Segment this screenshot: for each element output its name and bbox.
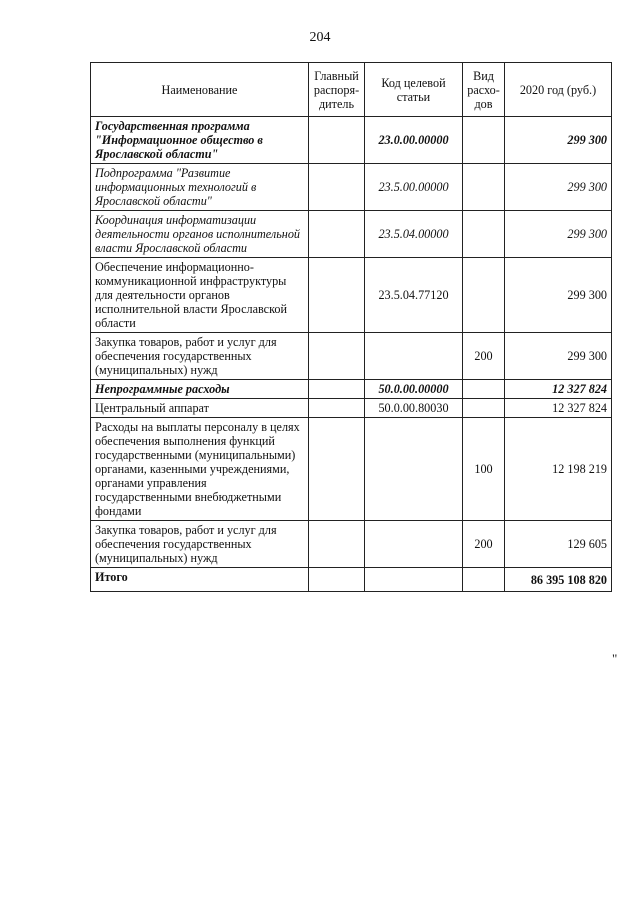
row-name-cell: Обеспечение информационно-коммуникационной инфраструктуры для деятельности органов исполнительной власти Ярославской области	[91, 258, 309, 333]
header-target-code: Код целевой статьи	[365, 63, 463, 117]
header-year-amount: 2020 год (руб.)	[505, 63, 612, 117]
row-amount-cell: 299 300	[505, 211, 612, 258]
row-code-cell	[365, 521, 463, 568]
table-row	[91, 399, 612, 418]
table-row	[91, 418, 612, 521]
row-name-cell: Подпрограмма "Развитие информационных технологий в Ярославской области"	[91, 164, 309, 211]
table-header-row	[91, 63, 612, 117]
row-manager-cell	[309, 258, 365, 333]
table-row	[91, 211, 612, 258]
closing-quote-mark: "	[612, 651, 618, 666]
row-expense-type-cell: 100	[463, 418, 505, 521]
row-name-cell: Координация информатизации деятельности органов исполнительной власти Ярославской области	[91, 211, 309, 258]
table-row	[91, 521, 612, 568]
row-code-cell: 23.0.00.00000	[365, 117, 463, 164]
row-code-cell: 23.5.00.00000	[365, 164, 463, 211]
row-code-cell	[365, 418, 463, 521]
row-code-cell: 50.0.00.80030	[365, 399, 463, 418]
row-code-cell	[365, 333, 463, 380]
row-amount-cell: 129 605	[505, 521, 612, 568]
row-name-cell: Центральный аппарат	[91, 399, 309, 418]
row-amount-cell: 299 300	[505, 164, 612, 211]
row-amount-cell: 299 300	[505, 333, 612, 380]
row-expense-type-cell: 200	[463, 333, 505, 380]
row-expense-type-cell	[463, 117, 505, 164]
table-row	[91, 117, 612, 164]
row-code-cell: 50.0.00.00000	[365, 380, 463, 399]
row-code-cell: 23.5.04.77120	[365, 258, 463, 333]
row-amount-cell: 12 198 219	[505, 418, 612, 521]
row-name-cell: Закупка товаров, работ и услуг для обеспечения государственных (муниципальных) нужд	[91, 521, 309, 568]
row-amount-cell: 299 300	[505, 117, 612, 164]
row-manager-cell	[309, 418, 365, 521]
row-manager-cell	[309, 117, 365, 164]
row-amount-cell: 12 327 824	[505, 380, 612, 399]
row-expense-type-cell	[463, 380, 505, 399]
header-expense-type: Вид расхо-дов	[463, 63, 505, 117]
header-main-manager: Главный распоря-дитель	[309, 63, 365, 117]
table-row	[91, 333, 612, 380]
header-name: Наименование	[91, 63, 309, 117]
row-manager-cell	[309, 521, 365, 568]
row-manager-cell	[309, 211, 365, 258]
row-name-cell: Государственная программа "Информационное общество в Ярославской области"	[91, 117, 309, 164]
row-expense-type-cell	[463, 211, 505, 258]
total-row	[91, 568, 612, 592]
row-manager-cell	[309, 164, 365, 211]
row-expense-type-cell: 200	[463, 521, 505, 568]
row-code-cell: 23.5.04.00000	[365, 211, 463, 258]
budget-table	[90, 62, 612, 592]
row-expense-type-cell	[463, 164, 505, 211]
table-row	[91, 258, 612, 333]
row-manager-cell	[309, 380, 365, 399]
total-label: Итого	[91, 568, 309, 592]
row-expense-type-cell	[463, 258, 505, 333]
row-manager-cell	[309, 399, 365, 418]
row-expense-type-cell	[463, 399, 505, 418]
table-row	[91, 164, 612, 211]
page-number: 204	[309, 30, 331, 45]
total-amount: 86 395 108 820	[505, 568, 612, 592]
row-amount-cell: 12 327 824	[505, 399, 612, 418]
row-name-cell: Расходы на выплаты персоналу в целях обеспечения выполнения функций государственными (муниципальными) органами, казенными учреждениями, органами управления государственными внебюджетными фондами	[91, 418, 309, 521]
row-name-cell: Закупка товаров, работ и услуг для обеспечения государственных (муниципальных) нужд	[91, 333, 309, 380]
row-amount-cell: 299 300	[505, 258, 612, 333]
row-name-cell: Непрограммные расходы	[91, 380, 309, 399]
table-row	[91, 380, 612, 399]
row-manager-cell	[309, 333, 365, 380]
